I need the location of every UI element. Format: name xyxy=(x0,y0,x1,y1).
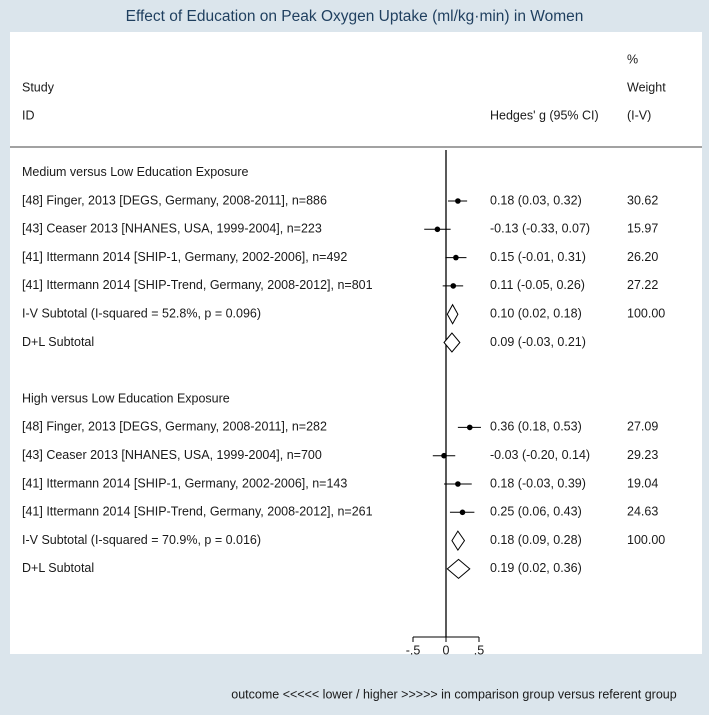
x-axis-label: outcome <<<<< lower / higher >>>>> in comparison group versus referent group xyxy=(231,687,677,702)
study-label: [48] Finger, 2013 [DEGS, Germany, 2008-2011], n=886 xyxy=(22,193,327,208)
x-tick-label: -.5 xyxy=(405,643,421,658)
subtotal-diamond xyxy=(452,531,465,550)
x-tick-label: .5 xyxy=(473,643,485,658)
chart-title: Effect of Education on Peak Oxygen Uptake (ml/kg·min) in Women xyxy=(125,8,584,25)
subtotal-weight: 100.00 xyxy=(627,532,666,547)
x-tick-label: 0 xyxy=(442,643,450,658)
study-label: [41] Ittermann 2014 [SHIP-1, Germany, 2002-2006], n=492 xyxy=(22,249,348,264)
study-weight: 29.23 xyxy=(627,447,659,462)
study-weight: 24.63 xyxy=(627,504,659,519)
study-weight: 30.62 xyxy=(627,193,659,208)
study-estimate: 0.15 (-0.01, 0.31) xyxy=(490,249,586,264)
subtotal-diamond xyxy=(447,305,458,324)
study-weight: 26.20 xyxy=(627,249,659,264)
study-point xyxy=(435,227,441,233)
study-estimate: 0.18 (0.03, 0.32) xyxy=(490,193,582,208)
subtotal-label: D+L Subtotal xyxy=(22,561,95,576)
study-estimate: 0.36 (0.18, 0.53) xyxy=(490,419,582,434)
study-point xyxy=(455,198,461,204)
header-weight: Weight xyxy=(627,80,666,95)
study-label: [41] Ittermann 2014 [SHIP-1, Germany, 2002-2006], n=143 xyxy=(22,476,348,491)
header-weight-method: (I-V) xyxy=(627,108,652,123)
header-study: Study xyxy=(22,80,54,95)
study-point xyxy=(467,425,473,431)
study-point xyxy=(460,510,466,516)
study-estimate: -0.03 (-0.20, 0.14) xyxy=(490,447,591,462)
subtotal-estimate: 0.10 (0.02, 0.18) xyxy=(490,306,582,321)
study-label: [48] Finger, 2013 [DEGS, Germany, 2008-2011], n=282 xyxy=(22,419,327,434)
study-weight: 27.09 xyxy=(627,419,659,434)
study-point xyxy=(453,255,459,261)
subtotal-label: I-V Subtotal (I-squared = 52.8%, p = 0.096) xyxy=(22,306,262,321)
subtotal-weight: 100.00 xyxy=(627,306,666,321)
group-header: Medium versus Low Education Exposure xyxy=(22,164,249,179)
header-estimate: Hedges' g (95% CI) xyxy=(490,108,599,123)
subtotal-estimate: 0.09 (-0.03, 0.21) xyxy=(490,334,586,349)
study-estimate: -0.13 (-0.33, 0.07) xyxy=(490,221,591,236)
study-point xyxy=(441,453,447,459)
header-weight-percent: % xyxy=(627,52,639,67)
subtotal-diamond xyxy=(447,559,469,578)
subtotal-estimate: 0.18 (0.09, 0.28) xyxy=(490,532,582,547)
study-label: [43] Ceaser 2013 [NHANES, USA, 1999-2004], n=700 xyxy=(22,447,322,462)
study-weight: 27.22 xyxy=(627,278,659,293)
study-label: [41] Ittermann 2014 [SHIP-Trend, Germany, 2008-2012], n=261 xyxy=(22,504,373,519)
study-label: [41] Ittermann 2014 [SHIP-Trend, Germany, 2008-2012], n=801 xyxy=(22,278,373,293)
study-estimate: 0.11 (-0.05, 0.26) xyxy=(490,278,585,293)
study-weight: 19.04 xyxy=(627,476,659,491)
study-estimate: 0.18 (-0.03, 0.39) xyxy=(490,476,586,491)
study-point xyxy=(455,481,461,487)
group-header: High versus Low Education Exposure xyxy=(22,391,230,406)
header-id: ID xyxy=(22,108,35,123)
study-estimate: 0.25 (0.06, 0.43) xyxy=(490,504,582,519)
subtotal-estimate: 0.19 (0.02, 0.36) xyxy=(490,561,582,576)
subtotal-label: D+L Subtotal xyxy=(22,334,95,349)
subtotal-label: I-V Subtotal (I-squared = 70.9%, p = 0.016) xyxy=(22,532,262,547)
study-weight: 15.97 xyxy=(627,221,659,236)
study-point xyxy=(450,283,456,289)
study-label: [43] Ceaser 2013 [NHANES, USA, 1999-2004], n=223 xyxy=(22,221,322,236)
